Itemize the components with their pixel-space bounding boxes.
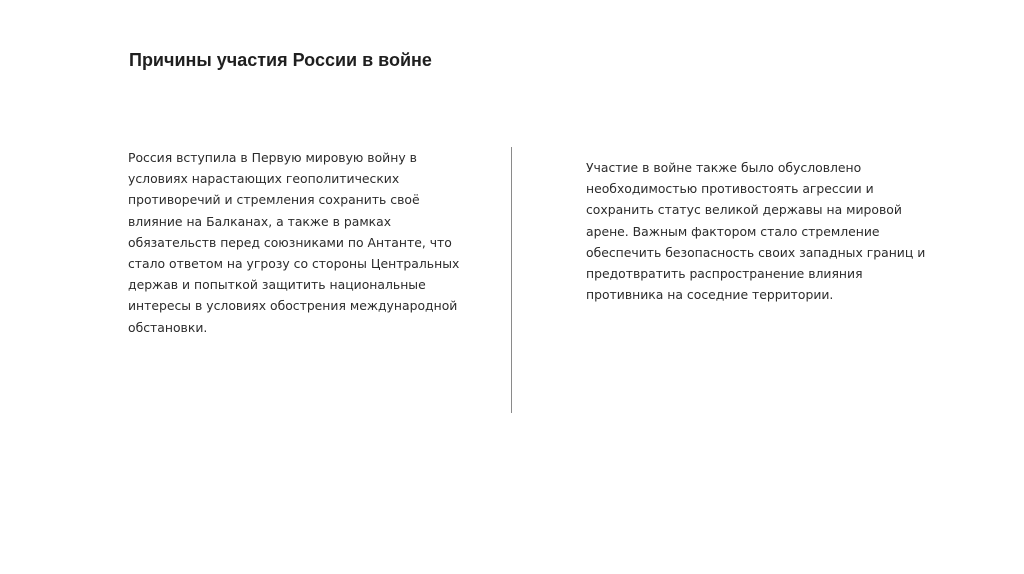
left-paragraph: Россия вступила в Первую мировую войну в условиях нарастающих геополитических противоречий и стремления сохранить своё влияние на Балканах, а также в рамках обязательств перед союзниками по Антанте, что стало ответом на угрозу со стороны Центральных держав и попыткой защитить национальные интересы в условиях обострения международной обстановки. xyxy=(128,150,460,335)
right-paragraph: Участие в войне также было обусловлено необходимостью противостоять агрессии и сохранить статус великой державы на мировой арене. Важным фактором стало стремление обеспечить безопасность своих западных границ и предотвратить распространение влияния противника на соседние территории. xyxy=(586,160,926,303)
slide-title: Причины участия России в войне xyxy=(129,50,432,70)
column-divider xyxy=(511,147,512,413)
